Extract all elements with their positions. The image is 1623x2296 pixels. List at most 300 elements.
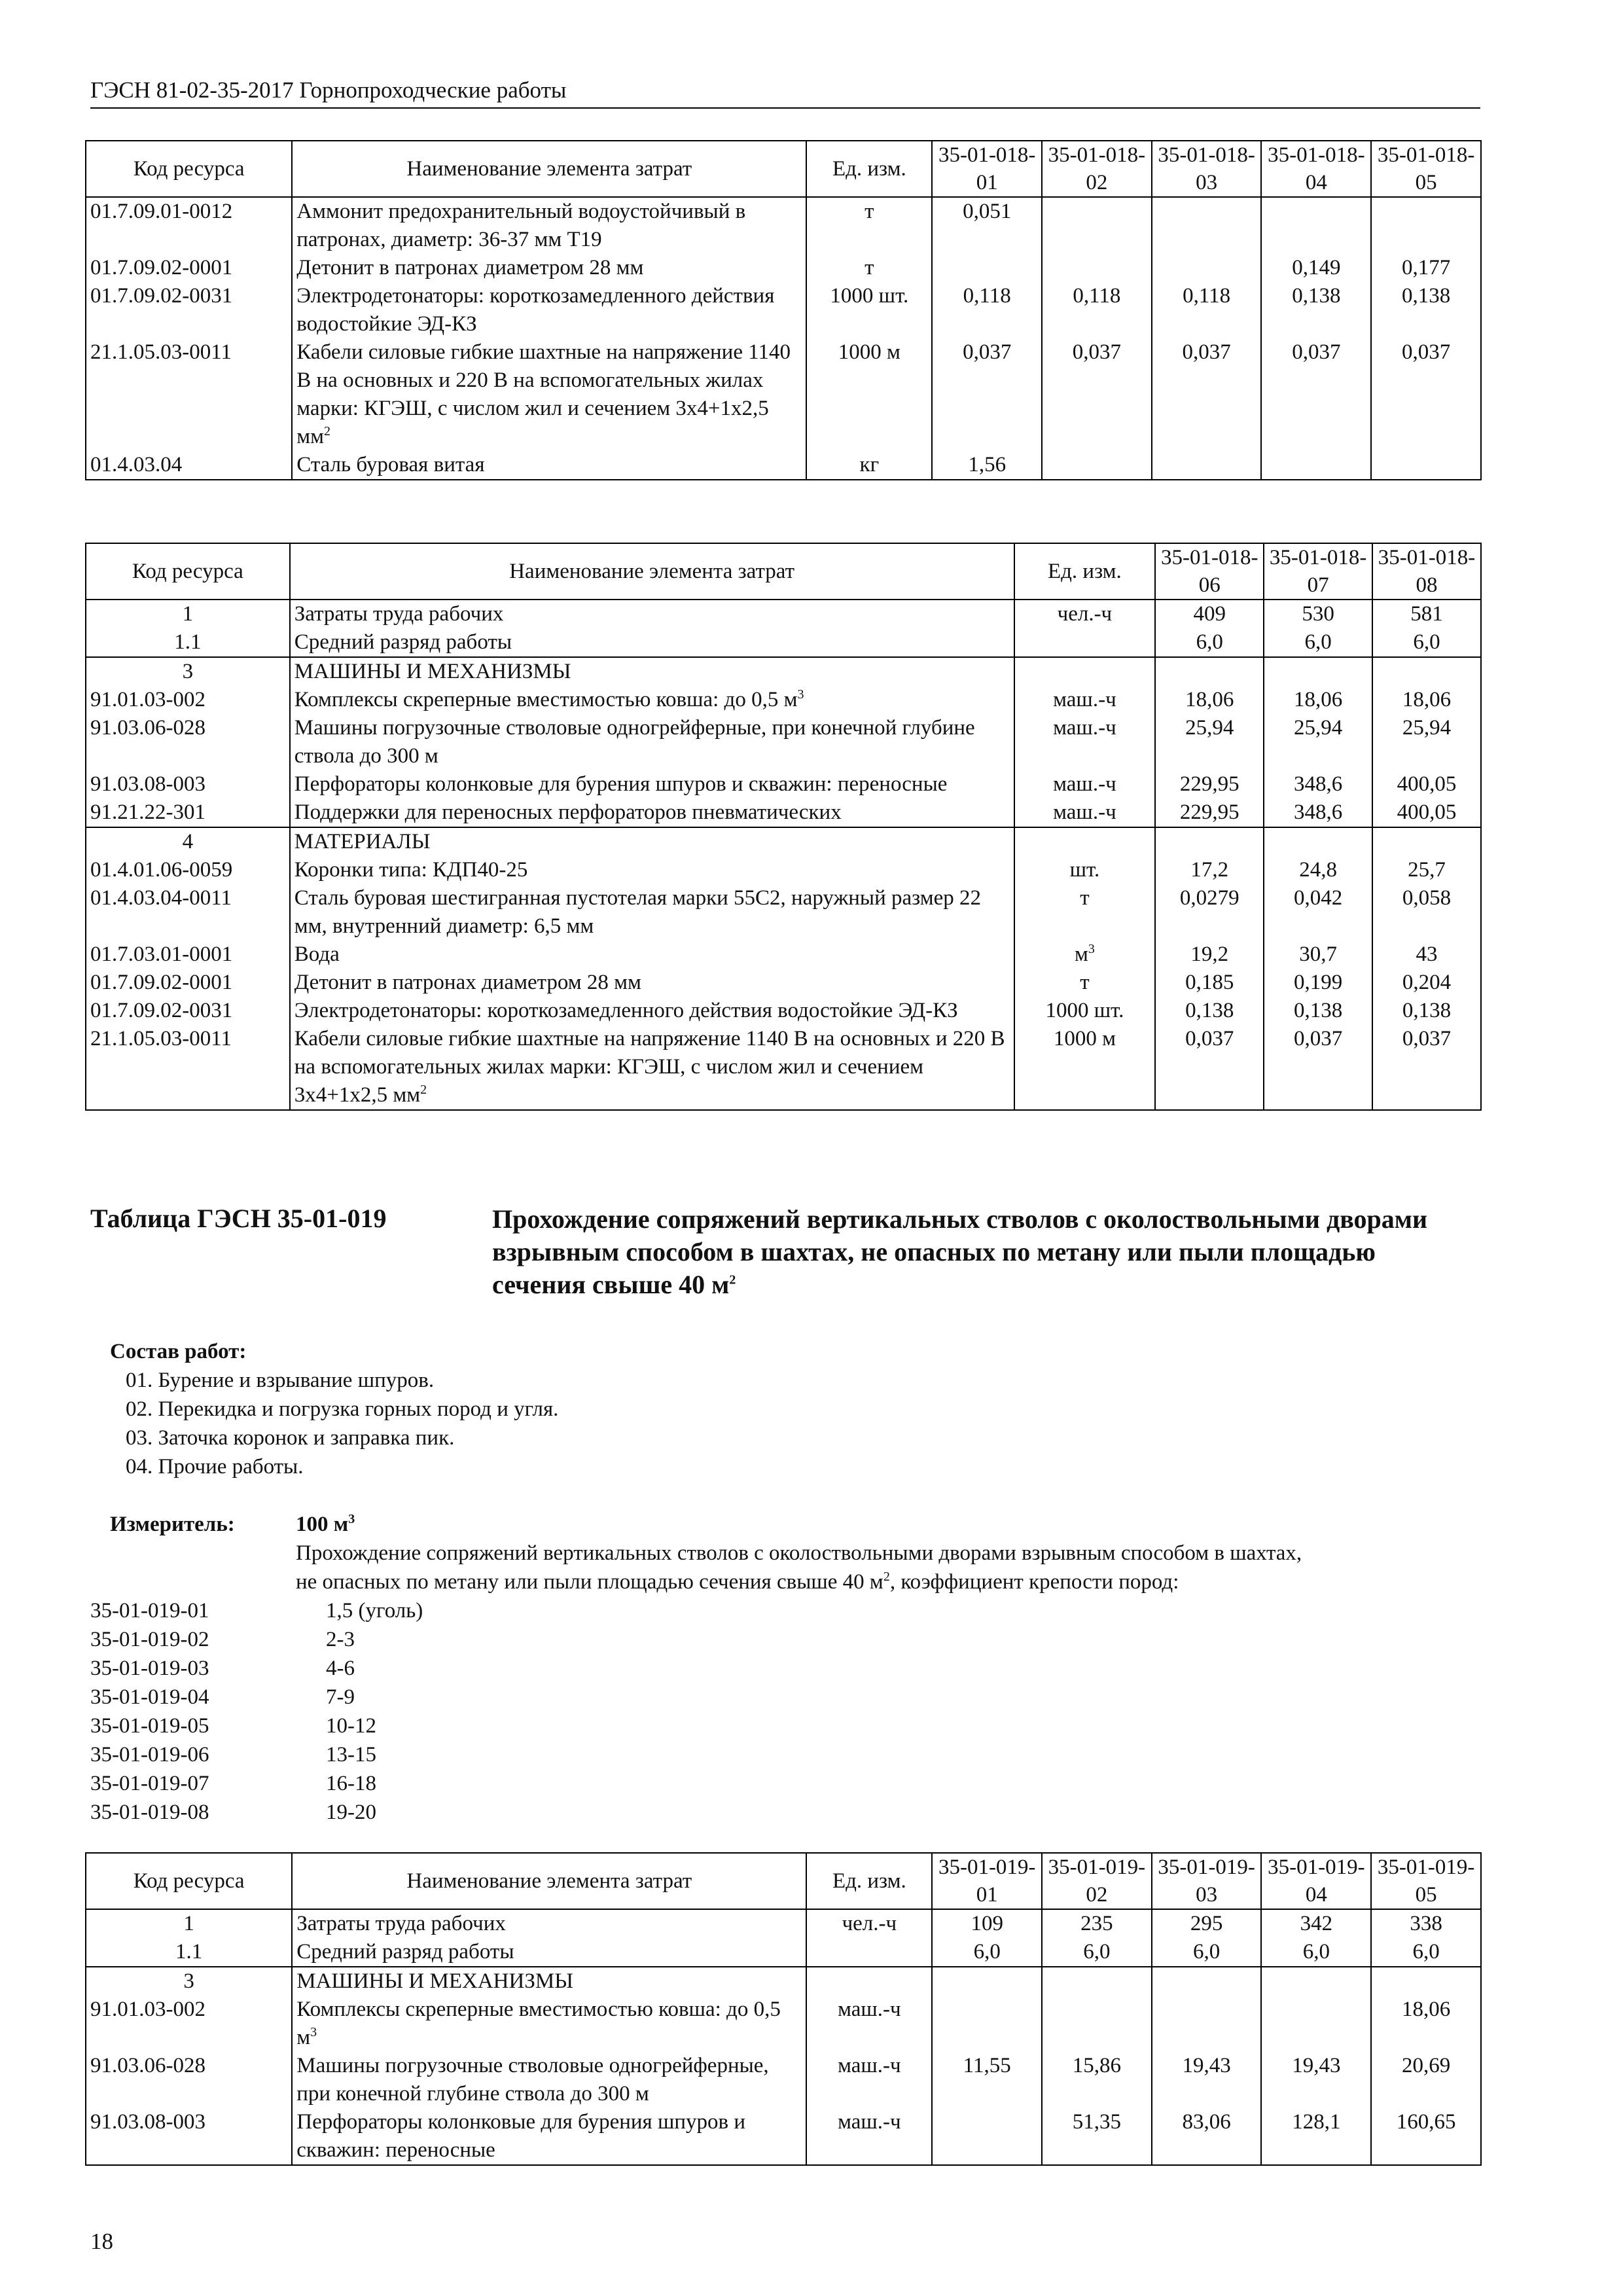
col-header-name: Наименование элемента затрат (292, 141, 806, 197)
col-header-code: Код ресурса (86, 543, 290, 600)
cell-value: 0,051 (932, 197, 1042, 254)
cell-name-text: Средний разряд работы (296, 1940, 514, 1964)
page-header: ГЭСН 81-02-35-2017 Горнопроходческие работы (90, 77, 1480, 109)
cell-unit (806, 282, 932, 338)
cell-name-text: МАШИНЫ И МЕХАНИЗМЫ (294, 660, 571, 683)
code-row (90, 1625, 423, 1654)
composition-item: 02. Перекидка и погрузка горных пород и угля. (126, 1397, 559, 1421)
cell-unit (806, 1938, 932, 1967)
cell-value: 6,0 (1155, 628, 1264, 657)
cell-value (1261, 1967, 1371, 1996)
cell-code: 1.1 (86, 1938, 292, 1967)
cell-name (292, 338, 806, 451)
cell-value: 24,8 (1264, 856, 1372, 884)
cell-value: 409 (1155, 600, 1264, 628)
cell-value: 295 (1152, 1909, 1262, 1938)
cell-unit (806, 254, 932, 282)
col-header-rate: 35-01-018-01 (932, 141, 1042, 197)
cell-value: 25,94 (1264, 714, 1372, 770)
cell-name-text: Перфораторы колонковые для бурения шпуров и скважин: переносные (296, 2110, 746, 2162)
code-id: 35-01-019-01 (90, 1599, 209, 1623)
cell-value: 0,177 (1371, 254, 1481, 282)
cell-unit-text: маш.-ч (838, 2054, 901, 2077)
cell-unit-text: шт. (1069, 858, 1100, 882)
cell-value: 30,7 (1264, 941, 1372, 969)
resource-table-019-01-05 (85, 1852, 1482, 2166)
cell-name (290, 856, 1014, 884)
cell-code: 3 (86, 657, 290, 686)
cell-value: 0,118 (1152, 282, 1262, 338)
table-row (86, 1967, 1481, 1996)
cell-unit-text: маш.-ч (838, 1998, 901, 2021)
cell-value: 229,95 (1155, 770, 1264, 798)
cell-value (1152, 254, 1262, 282)
cell-unit (1014, 657, 1156, 686)
cell-name-text: Затраты труда рабочих (294, 602, 504, 626)
cell-name (292, 1909, 806, 1938)
cell-value (1372, 657, 1481, 686)
cell-name (290, 941, 1014, 969)
cell-value: 0,138 (1155, 997, 1264, 1025)
cell-value: 338 (1371, 1909, 1481, 1938)
cell-value: 400,05 (1372, 770, 1481, 798)
cell-name (292, 1938, 806, 1967)
cell-name (290, 770, 1014, 798)
cell-value: 15,86 (1042, 2052, 1152, 2108)
cell-name (290, 1025, 1014, 1110)
meter-value: 100 $м^3$ (296, 1512, 355, 1536)
composition-item: 03. Заточка коронок и заправка пик. (126, 1426, 455, 1450)
cell-unit (806, 1996, 932, 2052)
cell-unit (1014, 941, 1156, 969)
composition-item: 04. Прочие работы. (126, 1455, 304, 1479)
cell-value: 0,0279 (1155, 884, 1264, 941)
cell-value (1371, 197, 1481, 254)
header-row (86, 1853, 1481, 1909)
cell-name (292, 2108, 806, 2165)
col-header-code: Код ресурса (86, 141, 292, 197)
table-row (86, 770, 1481, 798)
cell-value: 6,0 (1261, 1938, 1371, 1967)
cell-value: 0,118 (932, 282, 1042, 338)
cell-value: 109 (932, 1909, 1042, 1938)
cell-value (1042, 197, 1152, 254)
code-value: 16-18 (326, 1772, 376, 1795)
cell-unit-text: чел.-ч (1057, 602, 1113, 626)
cell-value: 18,06 (1371, 1996, 1481, 2052)
col-header-rate: 35-01-019-03 (1152, 1853, 1262, 1909)
col-header-rate: 35-01-018-07 (1264, 543, 1372, 600)
cell-code: 1 (86, 1909, 292, 1938)
cell-value (1372, 827, 1481, 856)
table-row (86, 338, 1481, 451)
cell-code: 21.1.05.03-0011 (86, 1025, 290, 1110)
cell-value: 0,118 (1042, 282, 1152, 338)
table-row (86, 197, 1481, 254)
composition-item: 01. Бурение и взрывание шпуров. (126, 1369, 435, 1392)
table-label: Таблица ГЭСН 35-01-019 (90, 1204, 387, 1233)
cell-value: 128,1 (1261, 2108, 1371, 2165)
cell-code: 91.01.03-002 (86, 686, 290, 714)
table-row (86, 941, 1481, 969)
cell-code: 01.4.03.04 (86, 451, 292, 480)
cell-value: 0,042 (1264, 884, 1372, 941)
table-row (86, 1909, 1481, 1938)
cell-name-text: Аммонит предохранительный водоустойчивый в патронах, диаметр: 36-37 мм Т19 (296, 200, 746, 251)
cell-value (932, 1996, 1042, 2052)
code-id: 35-01-019-06 (90, 1743, 209, 1767)
meter-description: Прохождение сопряжений вертикальных стволов с околоствольными дворами взрывным способом в шахтах, не опасных по метану или пыли площадью сечения свыше 40 $м^2$, коэффициент крепости пород: (296, 1541, 1302, 1594)
code-id: 35-01-019-02 (90, 1628, 209, 1651)
cell-name-text: Комплексы скреперные вместимостью ковша: до 0,5 м (294, 688, 798, 711)
cell-unit-text: маш.-ч (1053, 772, 1116, 796)
cell-value: 25,94 (1372, 714, 1481, 770)
cell-name (292, 1996, 806, 2052)
code-id: 35-01-019-04 (90, 1685, 209, 1709)
cell-name (292, 254, 806, 282)
cell-value: 18,06 (1264, 686, 1372, 714)
cell-name (290, 798, 1014, 827)
cell-value (1152, 1996, 1262, 2052)
table-row (86, 1938, 1481, 1967)
cell-unit (806, 2052, 932, 2108)
cell-unit (1014, 884, 1156, 941)
cell-unit-text: 1000 м (1053, 1027, 1116, 1050)
table-row (86, 969, 1481, 997)
cell-code: 91.03.06-028 (86, 714, 290, 770)
cell-value (1371, 451, 1481, 480)
cell-value (1261, 1996, 1371, 2052)
code-id: 35-01-019-03 (90, 1657, 209, 1680)
cell-name (290, 884, 1014, 941)
cell-code: 3 (86, 1967, 292, 1996)
cell-value: 18,06 (1155, 686, 1264, 714)
cell-unit-text: маш.-ч (1053, 688, 1116, 711)
col-header-rate: 35-01-018-08 (1372, 543, 1481, 600)
cell-name-text: Кабели силовые гибкие шахтные на напряжение 1140 В на основных и 220 В на вспомогательных жилах марки: КГЭШ, с числом жил и сечением 3х4+1х2,5 мм (296, 340, 791, 448)
cell-unit (1014, 856, 1156, 884)
cell-unit (806, 197, 932, 254)
table-row (86, 1996, 1481, 2052)
cell-value (1155, 827, 1264, 856)
table-row (86, 282, 1481, 338)
cell-value: 0,185 (1155, 969, 1264, 997)
cell-value: 229,95 (1155, 798, 1264, 827)
cell-unit (1014, 1025, 1156, 1110)
cell-unit (806, 1967, 932, 1996)
code-list (90, 1596, 423, 1827)
cell-name (290, 628, 1014, 657)
cell-name (292, 2052, 806, 2108)
cell-value: 6,0 (1371, 1938, 1481, 1967)
table-row (86, 600, 1481, 628)
composition-list (126, 1366, 558, 1481)
header-row (86, 141, 1481, 197)
cell-unit (806, 338, 932, 451)
cell-code: 01.7.03.01-0001 (86, 941, 290, 969)
cell-value (1152, 1967, 1262, 1996)
cell-unit-text: 1000 шт. (830, 284, 909, 308)
cell-unit (1014, 600, 1156, 628)
cell-code: 01.7.09.02-0031 (86, 282, 292, 338)
cell-value: 581 (1372, 600, 1481, 628)
code-value: 10-12 (326, 1714, 376, 1738)
table-row (86, 997, 1481, 1025)
cell-unit-text: маш.-ч (838, 2110, 901, 2134)
cell-name-text: Электродетонаторы: короткозамедленного действия водостойкие ЭД-КЗ (294, 999, 958, 1022)
cell-name (290, 997, 1014, 1025)
cell-unit-text: 1000 шт. (1045, 999, 1124, 1022)
cell-value: 0,037 (1261, 338, 1371, 451)
code-row (90, 1596, 423, 1625)
cell-code: 01.4.03.04-0011 (86, 884, 290, 941)
col-header-rate: 35-01-018-05 (1371, 141, 1481, 197)
cell-value: 0,037 (932, 338, 1042, 451)
cell-name (290, 686, 1014, 714)
cell-value (932, 2108, 1042, 2165)
cell-value: 348,6 (1264, 798, 1372, 827)
code-value: 2-3 (326, 1628, 355, 1651)
cell-unit (806, 1909, 932, 1938)
code-row (90, 1798, 423, 1827)
cell-value: 0,037 (1155, 1025, 1264, 1110)
cell-name-text: Детонит в патронах диаметром 28 мм (296, 256, 644, 279)
cell-value (1042, 1996, 1152, 2052)
cell-unit-text: м (1074, 942, 1088, 966)
cell-value: 6,0 (1152, 1938, 1262, 1967)
table-row (86, 798, 1481, 827)
cell-unit-text: маш.-ч (1053, 800, 1116, 824)
cell-name-text: Сталь буровая шестигранная пустотелая марки 55С2, наружный размер 22 мм, внутренний диаметр: 6,5 мм (294, 886, 982, 938)
code-value: 1,5 (уголь) (326, 1599, 423, 1623)
table-row (86, 2108, 1481, 2165)
col-header-rate: 35-01-018-06 (1155, 543, 1264, 600)
cell-name-text: МАШИНЫ И МЕХАНИЗМЫ (296, 1969, 573, 1993)
cell-name-text: Перфораторы колонковые для бурения шпуров и скважин: переносные (294, 772, 948, 796)
code-value: 4-6 (326, 1657, 355, 1680)
col-header-name: Наименование элемента затрат (290, 543, 1014, 600)
resource-table-018-06-08 (85, 543, 1482, 1111)
cell-value: 83,06 (1152, 2108, 1262, 2165)
cell-unit-text: т (1080, 971, 1090, 994)
cell-code: 4 (86, 827, 290, 856)
cell-name-text: Поддержки для переносных перфораторов пневматических (294, 800, 842, 824)
cell-value (1155, 657, 1264, 686)
cell-value: 0,199 (1264, 969, 1372, 997)
cell-value: 1,56 (932, 451, 1042, 480)
cell-code: 01.4.01.06-0059 (86, 856, 290, 884)
cell-value: 0,037 (1152, 338, 1262, 451)
cell-unit-sup: 3 (1088, 942, 1095, 956)
cell-value: 18,06 (1372, 686, 1481, 714)
cell-value: 19,2 (1155, 941, 1264, 969)
cell-unit (1014, 997, 1156, 1025)
cell-value (1042, 451, 1152, 480)
col-header-rate: 35-01-018-03 (1152, 141, 1262, 197)
cell-value: 0,138 (1261, 282, 1371, 338)
cell-unit (1014, 714, 1156, 770)
cell-name-text: Затраты труда рабочих (296, 1912, 506, 1935)
cell-unit (1014, 827, 1156, 856)
cell-name (290, 827, 1014, 856)
cell-value: 0,138 (1264, 997, 1372, 1025)
col-header-rate: 35-01-019-05 (1371, 1853, 1481, 1909)
cell-value: 530 (1264, 600, 1372, 628)
meter-label: Измеритель: (110, 1513, 235, 1536)
cell-unit (806, 451, 932, 480)
col-header-rate: 35-01-018-02 (1042, 141, 1152, 197)
cell-code: 01.7.09.02-0001 (86, 254, 292, 282)
code-row (90, 1654, 423, 1683)
cell-value: 342 (1261, 1909, 1371, 1938)
code-id: 35-01-019-05 (90, 1714, 209, 1738)
cell-value: 25,94 (1155, 714, 1264, 770)
cell-unit (1014, 686, 1156, 714)
code-value: 13-15 (326, 1743, 376, 1767)
table-row (86, 2052, 1481, 2108)
cell-value (1042, 254, 1152, 282)
cell-value (1371, 1967, 1481, 1996)
cell-value: 17,2 (1155, 856, 1264, 884)
cell-code: 91.03.08-003 (86, 770, 290, 798)
code-row (90, 1683, 423, 1712)
cell-code: 21.1.05.03-0011 (86, 338, 292, 451)
table-title: Прохождение сопряжений вертикальных стволов с околоствольными дворами взрывным способом в шахтах, не опасных по метану или пыли площадью сечения свыше 40 $м^2$ (492, 1204, 1428, 1299)
cell-value: 43 (1372, 941, 1481, 969)
cell-value (1264, 827, 1372, 856)
cell-unit-text: чел.-ч (842, 1912, 897, 1935)
cell-value: 0,138 (1371, 282, 1481, 338)
cell-value: 0,037 (1371, 338, 1481, 451)
table-row (86, 1025, 1481, 1110)
cell-name (290, 714, 1014, 770)
table-row (86, 856, 1481, 884)
col-header-name: Наименование элемента затрат (292, 1853, 806, 1909)
cell-code: 91.03.08-003 (86, 2108, 292, 2165)
code-row (90, 1712, 423, 1740)
cell-value: 0,058 (1372, 884, 1481, 941)
cell-name-text: Средний разряд работы (294, 630, 512, 654)
cell-code: 91.03.06-028 (86, 2052, 292, 2108)
col-header-rate: 35-01-018-04 (1261, 141, 1371, 197)
cell-code: 91.01.03-002 (86, 1996, 292, 2052)
cell-value (1261, 451, 1371, 480)
cell-name (292, 197, 806, 254)
cell-value: 400,05 (1372, 798, 1481, 827)
cell-value (1042, 1967, 1152, 1996)
cell-value: 0,204 (1372, 969, 1481, 997)
col-header-rate: 35-01-019-04 (1261, 1853, 1371, 1909)
cell-value: 6,0 (1264, 628, 1372, 657)
col-header-code: Код ресурса (86, 1853, 292, 1909)
cell-name-sup: 3 (310, 2025, 317, 2039)
cell-unit-text: кг (859, 453, 880, 476)
code-value: 7-9 (326, 1685, 355, 1709)
cell-name-text: Коронки типа: КДП40-25 (294, 858, 528, 882)
col-header-rate: 35-01-019-01 (932, 1853, 1042, 1909)
cell-name-text: МАТЕРИАЛЫ (294, 830, 431, 853)
cell-name (292, 282, 806, 338)
cell-name-sup: 2 (324, 424, 331, 439)
cell-unit (1014, 770, 1156, 798)
cell-name-text: Комплексы скреперные вместимостью ковша: до 0,5 м (296, 1998, 781, 2049)
cell-value: 0,037 (1264, 1025, 1372, 1110)
cell-name-sup: 3 (797, 687, 804, 702)
cell-unit (806, 2108, 932, 2165)
cell-value (1261, 197, 1371, 254)
cell-name (290, 600, 1014, 628)
cell-name (290, 657, 1014, 686)
cell-value: 235 (1042, 1909, 1152, 1938)
cell-value (1152, 451, 1262, 480)
cell-name-text: Машины погрузочные стволовые одногрейферные, при конечной глубине ствола до 300 м (294, 716, 975, 768)
cell-name-text: Кабели силовые гибкие шахтные на напряжение 1140 В на основных и 220 В на вспомогательных жилах марки: КГЭШ, с числом жил и сечением 3х4+1х2,5 мм (294, 1027, 1005, 1107)
resource-table-018-01-05 (85, 140, 1482, 480)
cell-value: 6,0 (1372, 628, 1481, 657)
table-row (86, 884, 1481, 941)
col-header-unit: Ед. изм. (1014, 543, 1156, 600)
composition-label: Состав работ: (110, 1340, 247, 1363)
header-row (86, 543, 1481, 600)
cell-unit-text: т (865, 200, 874, 223)
cell-value: 348,6 (1264, 770, 1372, 798)
cell-code: 01.7.09.02-0001 (86, 969, 290, 997)
col-header-unit: Ед. изм. (806, 1853, 932, 1909)
table-row (86, 714, 1481, 770)
cell-value (932, 1967, 1042, 1996)
table-row (86, 657, 1481, 686)
cell-value: 25,7 (1372, 856, 1481, 884)
cell-value: 160,65 (1371, 2108, 1481, 2165)
cell-value: 19,43 (1261, 2052, 1371, 2108)
cell-value (1264, 657, 1372, 686)
cell-name-text: Вода (294, 942, 340, 966)
cell-value: 6,0 (1042, 1938, 1152, 1967)
cell-name-text: Детонит в патронах диаметром 28 мм (294, 971, 641, 994)
cell-value (932, 254, 1042, 282)
cell-code: 01.7.09.02-0031 (86, 997, 290, 1025)
cell-unit-text: т (1080, 886, 1090, 910)
cell-name (292, 451, 806, 480)
cell-code: 91.21.22-301 (86, 798, 290, 827)
table-row (86, 827, 1481, 856)
code-id: 35-01-019-07 (90, 1772, 209, 1795)
cell-name-text: Электродетонаторы: короткозамедленного действия водостойкие ЭД-КЗ (296, 284, 775, 336)
table-row (86, 254, 1481, 282)
code-row (90, 1740, 423, 1769)
cell-value: 6,0 (932, 1938, 1042, 1967)
page-number: 18 (90, 2229, 113, 2254)
cell-code: 01.7.09.01-0012 (86, 197, 292, 254)
cell-name (290, 969, 1014, 997)
cell-unit (1014, 628, 1156, 657)
cell-value: 11,55 (932, 2052, 1042, 2108)
cell-code: 1.1 (86, 628, 290, 657)
cell-value: 20,69 (1371, 2052, 1481, 2108)
cell-value: 0,037 (1042, 338, 1152, 451)
cell-name-text: Сталь буровая витая (296, 453, 485, 476)
cell-unit-text: т (865, 256, 874, 279)
cell-value (1152, 197, 1262, 254)
cell-value: 0,138 (1372, 997, 1481, 1025)
code-value: 19-20 (326, 1801, 376, 1824)
code-id: 35-01-019-08 (90, 1801, 209, 1824)
table-row (86, 686, 1481, 714)
cell-value: 0,037 (1372, 1025, 1481, 1110)
col-header-rate: 35-01-019-02 (1042, 1853, 1152, 1909)
cell-unit (1014, 969, 1156, 997)
cell-unit-text: маш.-ч (1053, 716, 1116, 740)
